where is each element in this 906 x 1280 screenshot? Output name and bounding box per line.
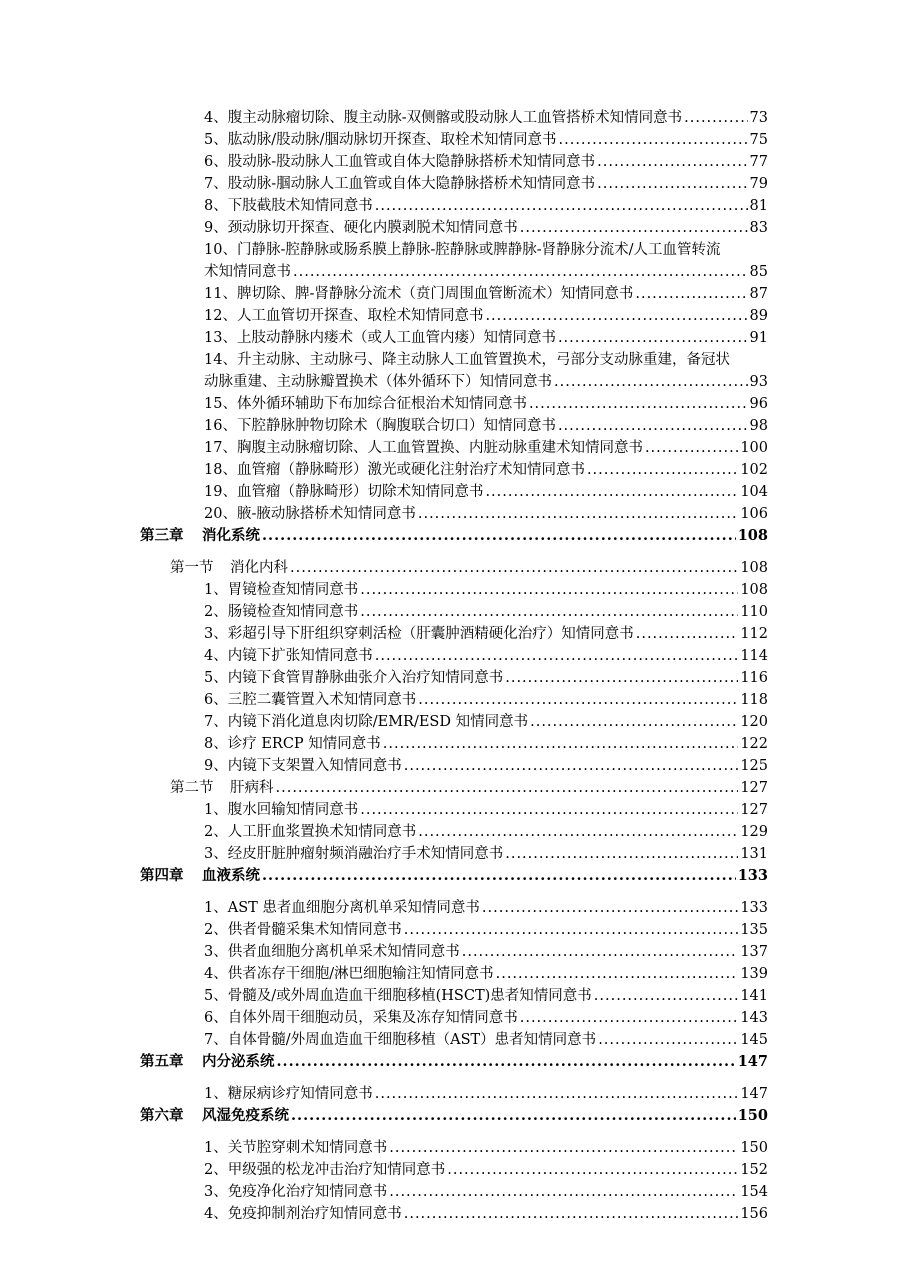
toc-item[interactable] <box>204 415 768 437</box>
toc-item[interactable] <box>204 645 768 667</box>
toc-item-text: 5、骨髓及/或外周血造血干细胞移植(HSCT)患者知情同意书 <box>204 988 592 1004</box>
toc-leader-dots <box>293 261 748 283</box>
toc-page-number: 87 <box>749 286 768 302</box>
toc-item-text: 1、胃镜检查知情同意书 <box>204 582 359 598</box>
toc-leader-dots <box>291 1105 736 1127</box>
toc-item-text: 1、糖尿病诊疗知情同意书 <box>204 1086 373 1102</box>
toc-page-number: 96 <box>749 396 768 412</box>
toc-leader-dots <box>404 919 739 941</box>
toc-item[interactable] <box>204 1137 768 1159</box>
toc-page-number: 150 <box>737 1107 768 1124</box>
toc-item[interactable] <box>204 217 768 239</box>
toc-item[interactable] <box>204 733 768 755</box>
toc-leader-dots <box>418 503 738 525</box>
toc-leader-dots <box>520 1007 739 1029</box>
toc-item-text: 4、免疫抑制剂治疗知情同意书 <box>204 1206 402 1222</box>
toc-item[interactable] <box>204 689 768 711</box>
toc-leader-dots <box>558 327 748 349</box>
toc-item-text: 13、上肢动静脉内瘘术（或人工血管内瘘）知情同意书 <box>204 330 556 346</box>
chapter-number: 第六章 <box>140 1107 184 1124</box>
toc-page-number: 137 <box>740 944 768 960</box>
toc-item[interactable] <box>204 919 768 941</box>
toc-leader-dots <box>482 897 738 919</box>
toc-page-number: 133 <box>737 867 768 884</box>
section-number: 第二节 <box>170 780 214 796</box>
toc-page-number: 73 <box>749 110 768 126</box>
section-title: 肝病科 <box>230 780 274 796</box>
table-of-contents <box>140 107 768 1225</box>
toc-chapter-6[interactable] <box>140 1105 768 1127</box>
toc-item-text: 4、腹主动脉瘤切除、腹主动脉-双侧髂或股动脉人工血管搭桥术知情同意书 <box>204 110 683 126</box>
toc-page-number: 120 <box>740 714 768 730</box>
toc-page-number: 98 <box>749 418 768 434</box>
toc-page-number: 154 <box>740 1184 768 1200</box>
toc-item[interactable] <box>204 1159 768 1181</box>
toc-leader-dots <box>597 151 747 173</box>
toc-item[interactable] <box>204 941 768 963</box>
toc-leader-dots <box>505 667 738 689</box>
toc-leader-dots <box>404 755 739 777</box>
toc-leader-dots <box>290 557 738 579</box>
toc-item-text: 2、肠镜检查知情同意书 <box>204 604 359 620</box>
toc-leader-dots <box>262 865 736 887</box>
toc-item-text: 9、颈动脉切开探查、硬化内膜剥脱术知情同意书 <box>204 220 518 236</box>
toc-item[interactable] <box>204 1083 768 1105</box>
toc-item-text: 2、甲级强的松龙冲击治疗知情同意书 <box>204 1162 446 1178</box>
toc-item-text: 1、AST 患者血细胞分离机单采知情同意书 <box>204 900 480 916</box>
toc-chapter-3[interactable] <box>140 525 768 547</box>
toc-leader-dots <box>529 393 748 415</box>
toc-page-number: 100 <box>740 440 768 456</box>
toc-page-number: 108 <box>737 527 768 544</box>
toc-item[interactable] <box>204 897 768 919</box>
toc-item[interactable] <box>204 711 768 733</box>
toc-item[interactable] <box>204 151 768 173</box>
toc-leader-dots <box>375 645 739 667</box>
toc-leader-dots <box>383 733 739 755</box>
toc-page-number: 91 <box>749 330 768 346</box>
toc-leader-dots <box>485 481 738 503</box>
toc-item[interactable] <box>204 327 768 349</box>
toc-item-14-line1: 14、升主动脉、主动脉弓、降主动脉人工血管置换术，弓部分支动脉重建，备冠状 <box>204 352 730 368</box>
toc-leader-dots <box>520 217 748 239</box>
toc-item[interactable] <box>204 129 768 151</box>
toc-page-number: 89 <box>749 308 768 324</box>
toc-leader-dots <box>418 689 738 711</box>
toc-page-number: 139 <box>740 966 768 982</box>
toc-item-14[interactable] <box>140 371 768 393</box>
toc-item[interactable] <box>204 667 768 689</box>
toc-page-number: 106 <box>740 506 768 522</box>
toc-leader-dots <box>418 821 738 843</box>
toc-item-text: 20、腋-腋动脉搭桥术知情同意书 <box>204 506 416 522</box>
toc-item[interactable] <box>204 623 768 645</box>
section-title: 消化内科 <box>230 560 288 576</box>
toc-item-text: 11、脾切除、脾-肾静脉分流术（贲门周围血管断流术）知情同意书 <box>204 286 634 302</box>
toc-page-number: 133 <box>740 900 768 916</box>
toc-item-text: 5、肱动脉/股动脉/腘动脉切开探查、取栓术知情同意书 <box>204 132 557 148</box>
toc-leader-dots <box>276 777 739 799</box>
toc-leader-dots <box>505 843 738 865</box>
toc-leader-dots <box>554 371 748 393</box>
toc-leader-dots <box>404 1203 739 1225</box>
toc-leader-dots <box>375 195 748 217</box>
chapter-number: 第四章 <box>140 867 184 884</box>
toc-leader-dots <box>558 415 748 437</box>
toc-page-number: 135 <box>740 922 768 938</box>
toc-item[interactable] <box>204 195 768 217</box>
toc-page-number: 79 <box>749 176 768 192</box>
toc-page-number: 112 <box>740 626 768 642</box>
toc-item-text: 3、彩超引导下肝组织穿刺活检（肝囊肿酒精硬化治疗）知情同意书 <box>204 626 634 642</box>
toc-item-text: 12、人工血管切开探查、取栓术知情同意书 <box>204 308 484 324</box>
toc-page-number: 122 <box>740 736 768 752</box>
toc-item-text: 6、三腔二囊管置入术知情同意书 <box>204 692 417 708</box>
chapter-title: 风湿免疫系统 <box>202 1107 289 1124</box>
toc-page-number: 83 <box>749 220 768 236</box>
toc-page-number: 150 <box>740 1140 768 1156</box>
toc-page-number: 81 <box>749 198 768 214</box>
toc-leader-dots <box>598 1029 738 1051</box>
toc-item-text: 19、血管瘤（静脉畸形）切除术知情同意书 <box>204 484 484 500</box>
toc-item[interactable] <box>204 459 768 481</box>
toc-item-text: 9、内镜下支架置入知情同意书 <box>204 758 402 774</box>
toc-item-text: 7、自体骨髓/外周血造血干细胞移植（AST）患者知情同意书 <box>204 1032 597 1048</box>
toc-leader-dots <box>375 1083 739 1105</box>
toc-item-text: 7、内镜下消化道息肉切除/EMR/ESD 知情同意书 <box>204 714 529 730</box>
toc-item[interactable] <box>204 755 768 777</box>
toc-chapter-5[interactable] <box>140 1051 768 1073</box>
toc-item[interactable] <box>204 173 768 195</box>
toc-item-text: 3、免疫净化治疗知情同意书 <box>204 1184 388 1200</box>
toc-page-number: 93 <box>749 374 768 390</box>
toc-leader-dots <box>496 963 739 985</box>
toc-page-number: 118 <box>740 692 768 708</box>
toc-page-number: 85 <box>749 264 768 280</box>
toc-item-text: 18、血管瘤（静脉畸形）激光或硬化注射治疗术知情同意书 <box>204 462 585 478</box>
toc-page-number: 147 <box>740 1086 768 1102</box>
toc-page-number: 77 <box>749 154 768 170</box>
toc-item-text: 6、股动脉-股动脉人工血管或自体大隐静脉搭桥术知情同意书 <box>204 154 596 170</box>
toc-leader-dots <box>360 579 738 601</box>
toc-item-text: 4、供者冻存干细胞/淋巴细胞输注知情同意书 <box>204 966 494 982</box>
toc-item-text: 7、股动脉-腘动脉人工血管或自体大隐静脉搭桥术知情同意书 <box>204 176 596 192</box>
toc-item[interactable] <box>204 503 768 525</box>
toc-page-number: 156 <box>740 1206 768 1222</box>
toc-page-number: 152 <box>740 1162 768 1178</box>
toc-leader-dots <box>389 1137 738 1159</box>
toc-leader-dots <box>645 437 738 459</box>
toc-item-text: 5、内镜下食管胃静脉曲张介入治疗知情同意书 <box>204 670 504 686</box>
toc-item-text: 17、胸腹主动脉瘤切除、人工血管置换、内脏动脉重建术知情同意书 <box>204 440 643 456</box>
chapter-title: 消化系统 <box>202 527 260 544</box>
toc-page-number: 147 <box>737 1053 768 1070</box>
toc-item[interactable] <box>204 107 768 129</box>
toc-leader-dots <box>530 711 738 733</box>
toc-page-number: 143 <box>740 1010 768 1026</box>
toc-leader-dots <box>684 107 747 129</box>
toc-item[interactable] <box>204 305 768 327</box>
toc-item[interactable] <box>204 1203 768 1225</box>
toc-item[interactable] <box>204 985 768 1007</box>
toc-leader-dots <box>635 283 747 305</box>
toc-page-number: 75 <box>749 132 768 148</box>
toc-item[interactable] <box>204 963 768 985</box>
toc-item-text: 2、人工肝血浆置换术知情同意书 <box>204 824 417 840</box>
toc-page-number: 145 <box>740 1032 768 1048</box>
toc-page-number: 129 <box>740 824 768 840</box>
toc-item-text: 术知情同意书 <box>204 264 291 280</box>
toc-item-text: 8、诊疗 ERCP 知情同意书 <box>204 736 381 752</box>
toc-leader-dots <box>587 459 738 481</box>
toc-leader-dots <box>462 941 739 963</box>
toc-page-number: 127 <box>740 780 768 796</box>
chapter-number: 第五章 <box>140 1053 184 1070</box>
toc-chapter-4[interactable] <box>140 865 768 887</box>
toc-page-number: 102 <box>740 462 768 478</box>
toc-page-number: 125 <box>740 758 768 774</box>
chapter-title: 血液系统 <box>202 867 260 884</box>
toc-item[interactable] <box>204 843 768 865</box>
toc-item[interactable] <box>204 437 768 459</box>
chapter-number: 第三章 <box>140 527 184 544</box>
toc-page-number: 114 <box>740 648 768 664</box>
toc-item[interactable] <box>204 1029 768 1051</box>
toc-item[interactable] <box>204 1181 768 1203</box>
toc-item-text: 15、体外循环辅助下布加综合征根治术知情同意书 <box>204 396 527 412</box>
section-number: 第一节 <box>170 560 214 576</box>
toc-item-text: 3、经皮肝脏肿瘤射频消融治疗手术知情同意书 <box>204 846 504 862</box>
toc-leader-dots <box>262 525 736 547</box>
toc-page-number: 141 <box>740 988 768 1004</box>
toc-item[interactable] <box>204 481 768 503</box>
chapter-title: 内分泌系统 <box>202 1053 275 1070</box>
toc-item-text: 动脉重建、主动脉瓣置换术（体外循环下）知情同意书 <box>204 374 552 390</box>
toc-item-10-line1: 10、门静脉-腔静脉或肠系膜上静脉-腔静脉或脾静脉-肾静脉分流术/人工血管转流 <box>204 242 721 258</box>
toc-leader-dots <box>360 601 738 623</box>
toc-page-number: 108 <box>740 582 768 598</box>
toc-item-text: 2、供者骨髓采集术知情同意书 <box>204 922 402 938</box>
toc-page-number: 127 <box>740 802 768 818</box>
toc-leader-dots <box>277 1051 736 1073</box>
toc-page-number: 110 <box>740 604 768 620</box>
toc-item-text: 16、下腔静脉肿物切除术（胸腹联合切口）知情同意书 <box>204 418 556 434</box>
toc-leader-dots <box>559 129 748 151</box>
toc-item[interactable] <box>204 1007 768 1029</box>
toc-section-3-2[interactable] <box>170 777 768 799</box>
toc-item[interactable] <box>204 393 768 415</box>
toc-item[interactable] <box>204 799 768 821</box>
toc-section-3-1[interactable] <box>170 557 768 579</box>
toc-leader-dots <box>485 305 747 327</box>
toc-page-number: 131 <box>740 846 768 862</box>
toc-leader-dots <box>594 985 739 1007</box>
toc-leader-dots <box>597 173 747 195</box>
toc-item[interactable] <box>204 821 768 843</box>
toc-item-10[interactable] <box>140 261 768 283</box>
toc-leader-dots <box>636 623 739 645</box>
toc-item[interactable] <box>204 283 768 305</box>
toc-leader-dots <box>360 799 738 821</box>
toc-page-number: 116 <box>740 670 768 686</box>
toc-page-number: 108 <box>740 560 768 576</box>
toc-leader-dots <box>389 1181 738 1203</box>
toc-item[interactable] <box>204 601 768 623</box>
toc-item-text: 1、腹水回输知情同意书 <box>204 802 359 818</box>
toc-item-text: 1、关节腔穿刺术知情同意书 <box>204 1140 388 1156</box>
toc-leader-dots <box>447 1159 738 1181</box>
toc-item-text: 6、自体外周干细胞动员，采集及冻存知情同意书 <box>204 1010 518 1026</box>
toc-item[interactable] <box>204 579 768 601</box>
toc-item-text: 3、供者血细胞分离机单采术知情同意书 <box>204 944 460 960</box>
toc-item-text: 8、下肢截肢术知情同意书 <box>204 198 373 214</box>
toc-page-number: 104 <box>740 484 768 500</box>
toc-item-text: 4、内镜下扩张知情同意书 <box>204 648 373 664</box>
